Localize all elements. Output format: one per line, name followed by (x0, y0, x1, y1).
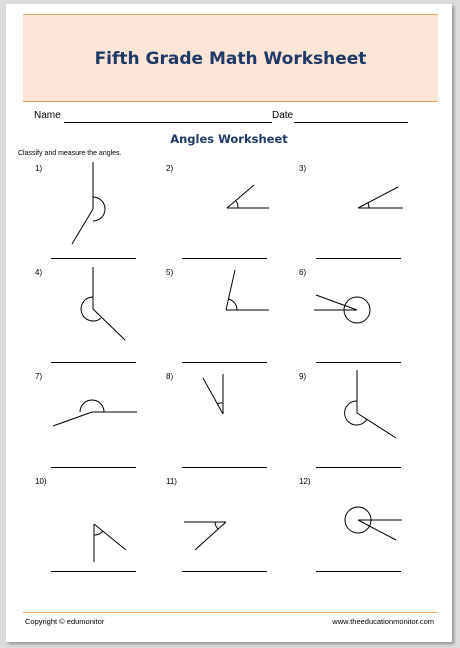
angle-figure-7 (53, 400, 137, 426)
website-text[interactable]: www.theeducationmonitor.com (332, 617, 434, 626)
angle-figure-4 (81, 267, 125, 340)
date-label: Date (272, 110, 294, 121)
copyright-text: Copyright © edumonitor (25, 617, 105, 626)
instructions-text: Classify and measure the angles. (18, 150, 122, 157)
problem-label: 12) (299, 477, 311, 486)
angle-figure-1 (72, 162, 105, 244)
worksheet-title: Fifth Grade Math Worksheet (94, 49, 367, 69)
problem-label: 4) (35, 268, 43, 277)
angle-figure-6 (314, 295, 370, 323)
name-label: Name (34, 110, 61, 121)
problem-label: 10) (35, 477, 47, 486)
problem-label: 1) (35, 164, 43, 173)
angle-figure-2 (227, 185, 269, 208)
worksheet-page (6, 4, 452, 642)
angle-figure-11 (184, 522, 226, 550)
angle-diagrams (6, 4, 452, 642)
angle-figure-12 (345, 507, 402, 540)
angle-figure-9 (345, 370, 396, 438)
angle-figure-3 (358, 187, 403, 208)
problem-label: 3) (299, 164, 307, 173)
angle-figure-5 (226, 270, 269, 310)
footer-rule (23, 612, 438, 613)
problem-label: 9) (299, 372, 307, 381)
problem-label: 2) (166, 164, 174, 173)
problem-label: 11) (166, 477, 177, 486)
problem-label: 7) (35, 372, 43, 381)
section-subtitle: Angles Worksheet (170, 132, 288, 146)
problem-label: 5) (166, 268, 174, 277)
angle-figure-10 (94, 524, 126, 562)
problem-label: 8) (166, 372, 174, 381)
angle-figure-8 (203, 374, 223, 414)
problem-label: 6) (299, 268, 307, 277)
